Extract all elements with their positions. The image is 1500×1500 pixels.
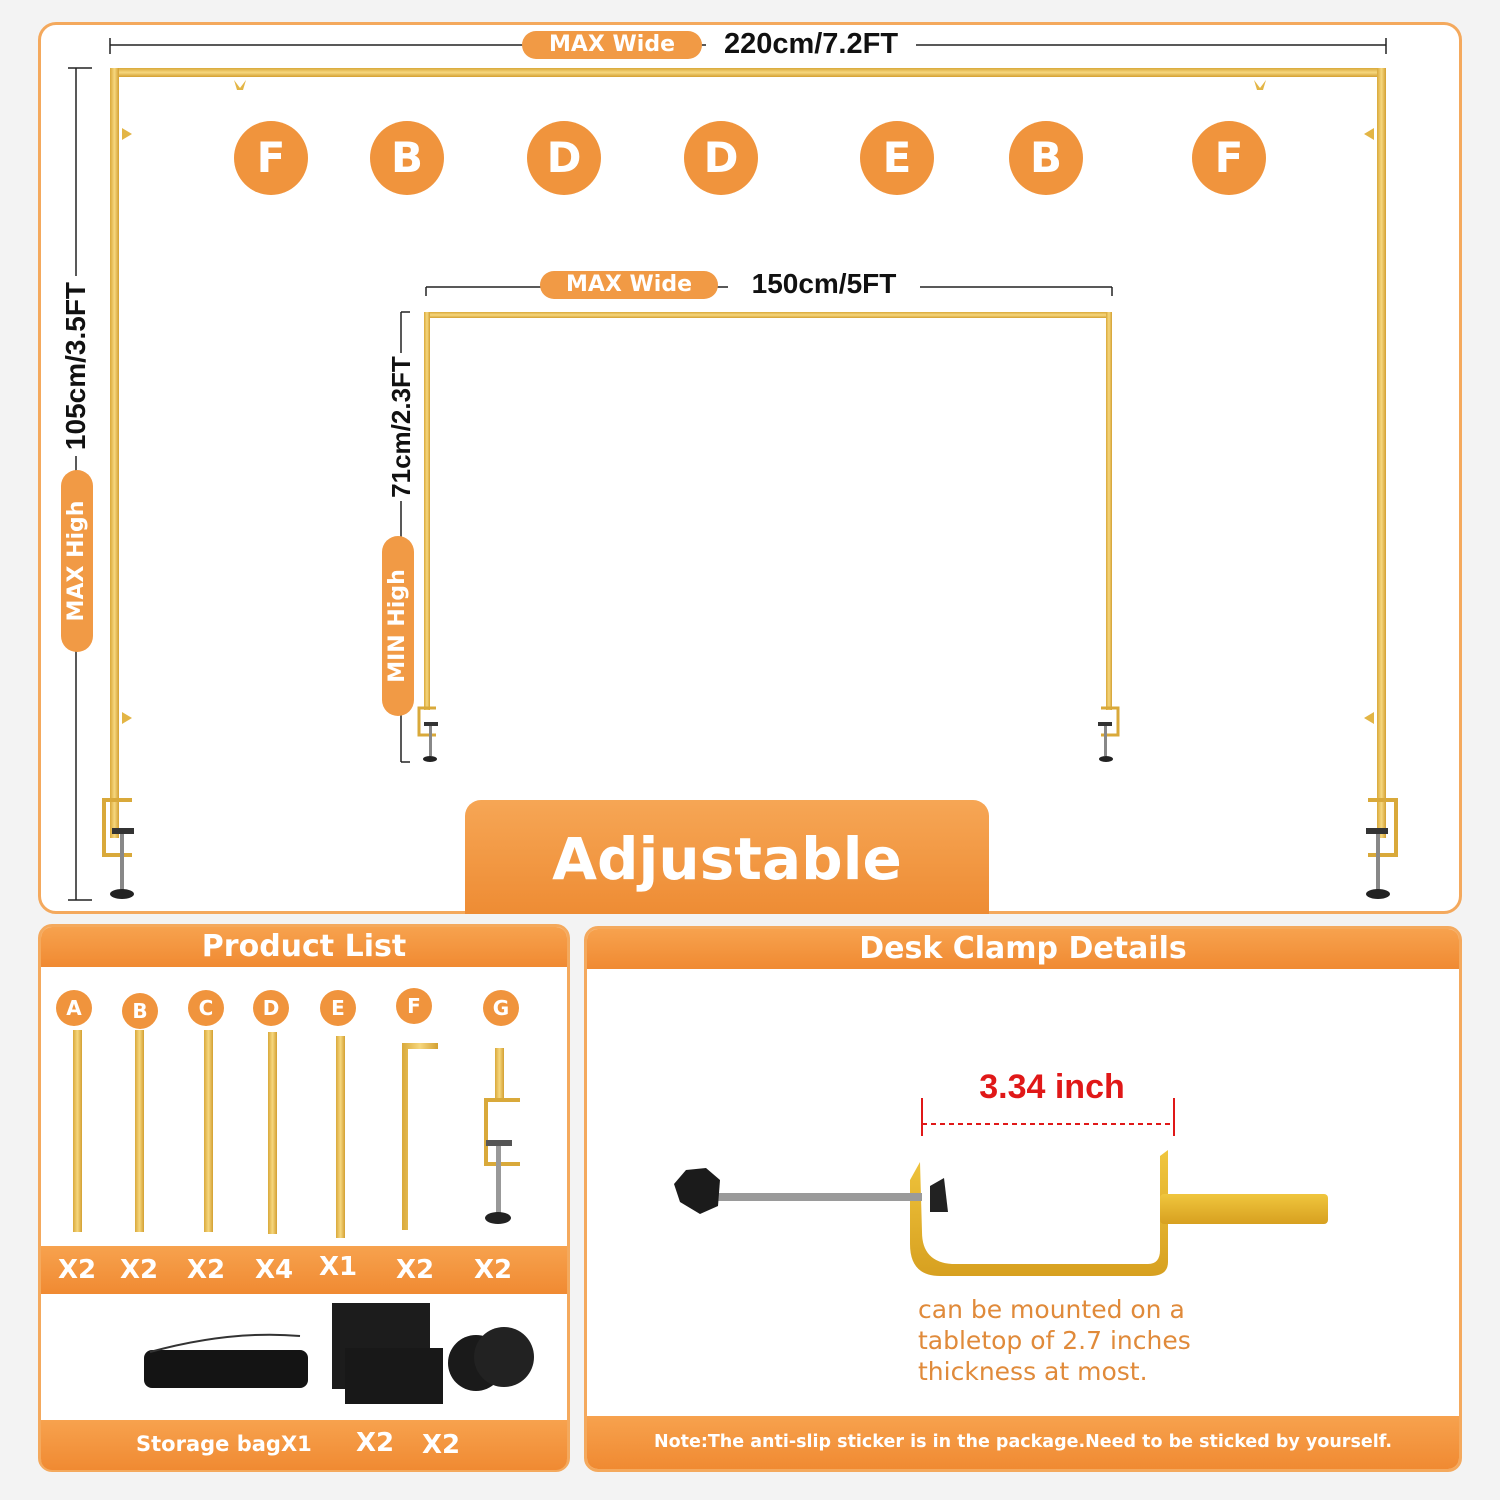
part-e-badge: E (320, 990, 356, 1026)
qty-b: X2 (120, 1255, 159, 1285)
qty-f: X2 (396, 1255, 435, 1285)
part-a-badge: A (56, 990, 92, 1026)
clamp-measure-value: 3.34 inch (979, 1068, 1125, 1106)
part-label-f-left: F (234, 121, 308, 195)
small-height-value: 71cm/2.3FT (384, 353, 418, 501)
clamp-desc-line-3: thickness at most. (918, 1357, 1148, 1386)
part-c-badge: C (188, 990, 224, 1026)
qty-c: X2 (187, 1255, 226, 1285)
small-max-wide-pill: MAX Wide (540, 271, 718, 299)
part-label-e: E (860, 121, 934, 195)
pad-qty: X2 (356, 1428, 395, 1458)
anti-slip-note: Note:The anti-slip sticker is in the package.Need to be sticked by yourself. (587, 1416, 1459, 1469)
qty-a: X2 (58, 1255, 97, 1285)
part-label-d-left: D (527, 121, 601, 195)
part-label-b-left: B (370, 121, 444, 195)
part-label-b-right: B (1009, 121, 1083, 195)
part-b-badge: B (122, 993, 158, 1029)
qty-e: X1 (319, 1252, 358, 1282)
small-min-high-pill: MIN High (382, 536, 414, 716)
part-d-badge: D (253, 990, 289, 1026)
storage-bag-label: Storage bagX1 (136, 1432, 312, 1456)
part-label-d-right: D (684, 121, 758, 195)
large-max-wide-pill: MAX Wide (522, 31, 702, 59)
round-pad-qty: X2 (422, 1430, 461, 1460)
product-list-title: Product List (41, 927, 567, 967)
large-height-value: 105cm/3.5FT (59, 276, 93, 456)
part-label-f-right: F (1192, 121, 1266, 195)
part-f-badge: F (396, 988, 432, 1024)
small-width-value: 150cm/5FT (728, 267, 920, 301)
adjustable-banner: Adjustable (465, 800, 989, 914)
part-g-badge: G (483, 990, 519, 1026)
clamp-desc-line-2: tabletop of 2.7 inches (918, 1326, 1191, 1355)
clamp-desc-line-1: can be mounted on a (918, 1295, 1185, 1324)
qty-d: X4 (255, 1255, 294, 1285)
large-width-value: 220cm/7.2FT (706, 27, 916, 61)
qty-g: X2 (474, 1255, 513, 1285)
desk-clamp-title: Desk Clamp Details (587, 929, 1459, 969)
large-max-high-pill: MAX High (61, 470, 93, 652)
